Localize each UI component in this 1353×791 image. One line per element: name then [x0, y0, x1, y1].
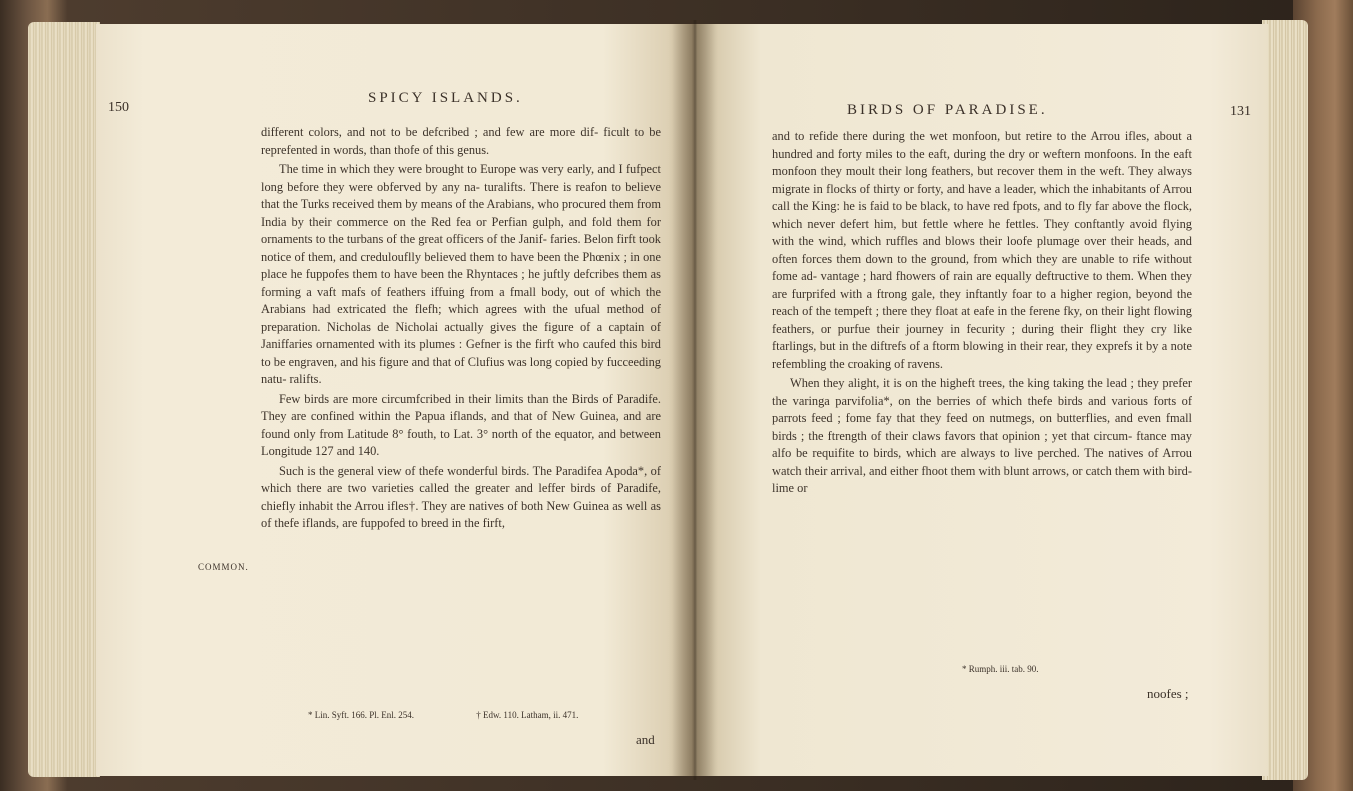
right-footnote-1: * Rumph. iii. tab. 90.	[962, 664, 1039, 674]
right-running-head: BIRDS OF PARADISE.	[847, 102, 1048, 118]
right-paragraph-1: and to refide there during the wet monfoon, but retire to the Arrou ifles, about a hundred and forty miles to the eaft, during the dry or weftern monfoons. In the eaft monfoon they moult their long feathers, but recover them in the weft. They always migrate in flocks of thirty or forty, and have a leader, which the inhabitants of Arrou call the King: he is faid to be black, to have red fpots, and to fly far above the flock, which never defert him, but fettle where he fettles. They conftantly avoid flying with the wind, which ruffles and blows their loofe plumage over their heads, and often forces them down to the ground, from which they are unable to rife without fome ad- vantage ; hard fhowers of rain are equally deftructive to them. When they are furprifed with a ftrong gale, they inftantly foar to a higher region, beyond the reach of the tempeft ; there they float at eafe in the ferene fky, on their light flowing feathers, or purfue their journey in fecurity ; during their flight they cry like ftarlings, but in the diftrefs of a ftorm blowing in their rear, they exprefs it by a note refembling the croaking of ravens.	[772, 129, 1192, 371]
left-paragraph-1: different colors, and not to be defcribed ; and few are more dif- ficult to be reprefented in words, than thofe of this genus.	[261, 125, 661, 157]
left-page-number: 150	[108, 100, 129, 115]
left-text-block	[261, 124, 661, 533]
right-page-number: 131	[1230, 104, 1251, 119]
right-text-block	[772, 128, 1192, 498]
left-catchword: and	[636, 732, 655, 747]
left-footnotes	[308, 710, 668, 720]
right-footnotes	[962, 664, 1039, 674]
left-paragraph-4: Such is the general view of thefe wonderful birds. The Paradifea Apoda*, of which there are two varieties called the greater and leffer birds of Paradife, chiefly inhabit the Arrou ifles†. They are natives of both New Guinea as well as of thefe iflands, are fuppofed to breed in the firft,	[261, 463, 661, 530]
left-paragraph-2: The time in which they were brought to Europe was very early, and I fufpect long before they were obferved by any na- turalifts. There is reafon to believe that the Turks received them by means of the Arabians, who procured them from India by their commerce on the Red fea or Perfian gulph, and fold them for ornaments to the turbans of the great officers of the Janif- faries. Belon firft took notice of them, and credulouflly believed them to have been the Phœnix ; in one place he fuppofes them to have been the Rhyntaces ; he juftly defcribes them as forming a vaft mafs of feathers iffuing from a fmall body, out of which the Arabians had extricated the flefh; which agrees with the ufual method of preparation. Nicholas de Nicholai actually gives the figure of a captain of Janiffaries ornamented with its plumes : Gefner is the firft who caufed this bird to be engraven, and his figure and that of Clufius was long copied by fucceeding natu- ralifts.	[261, 162, 661, 386]
right-page	[692, 24, 1268, 776]
right-page-edges	[1262, 20, 1308, 780]
left-page	[96, 24, 692, 776]
left-footnote-2: † Edw. 110. Latham, ii. 471.	[476, 710, 579, 720]
left-page-edges	[28, 22, 100, 777]
right-paragraph-2: When they alight, it is on the higheft trees, the king taking the lead ; they prefer the varinga parvifolia*, on the berries of which thefe birds and various forts of parrots feed ; fome fay that they feed on nutmegs, on butterflies, and even fmall birds ; the ftrength of their claws favors that opinion ; yet that circum- ftance may alfo be requifite to birds, which are always to live perched. The natives of Arrou watch their arrival, and either fhoot them with blunt arrows, or catch them with bird-lime or	[772, 376, 1192, 495]
margin-note-common: COMMON.	[198, 562, 249, 572]
left-paragraph-3: Few birds are more circumfcribed in their limits than the Birds of Paradife. They are confined within the Papua iflands, and that of New Guinea, and are found only from Latitude 8° fouth, to Lat. 3° north of the equator, and between Longitude 127 and 140.	[261, 391, 661, 458]
left-footnote-1: * Lin. Syft. 166. Pl. Enl. 254.	[308, 710, 415, 720]
book-gutter-shadow	[672, 20, 718, 780]
right-catchword: noofes ;	[1147, 686, 1189, 701]
left-running-head: SPICY ISLANDS.	[368, 90, 523, 106]
